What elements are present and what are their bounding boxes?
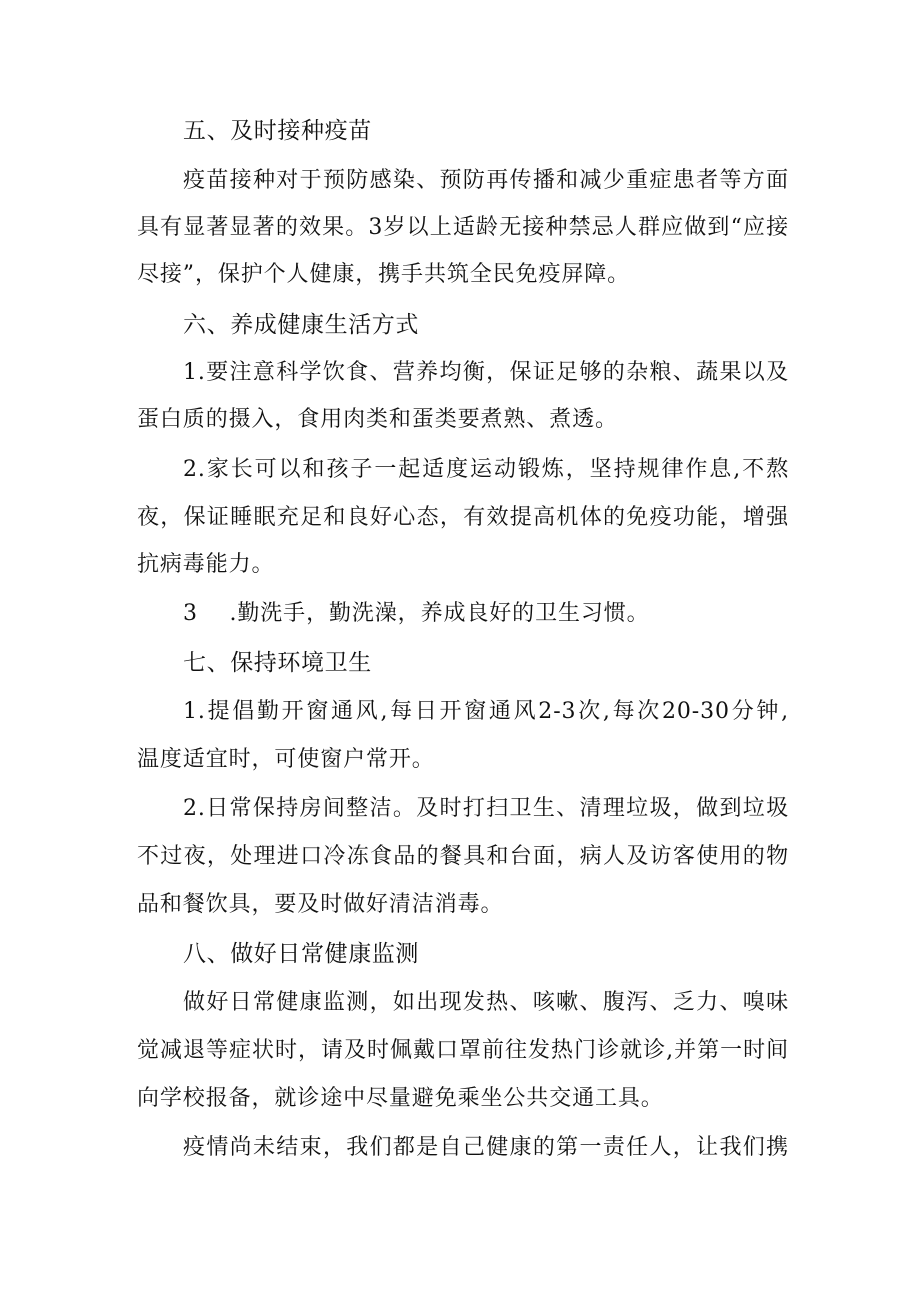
paragraph-line: 疫情尚未结束，我们都是自己健康的第一责任人，让我们携 [183,1135,789,1160]
paragraph-line: 不过夜，处理进口冷冻食品的餐具和台面，病人及访客使用的物 [137,844,789,869]
paragraph-line: 2.日常保持房间整洁。及时打扫卫生、清理垃圾，做到垃圾 [183,796,789,821]
paragraph-line: 温度适宜时，可使窗户常开。 [137,747,435,772]
paragraph-line: 疫苗接种对于预防感染、预防再传播和减少重症患者等方面 [183,168,789,193]
paragraph-line: 具有显著显著的效果。3岁以上适龄无接种禁忌人群应做到“应接 [137,215,789,240]
paragraph-line: 觉减退等症状时，请及时佩戴口罩前往发热门诊就诊,并第一时间 [137,1038,789,1063]
section-heading-healthy-lifestyle: 六、养成健康生活方式 [183,312,419,338]
paragraph-line: 蛋白质的摄入，食用肉类和蛋类要煮熟、煮透。 [137,407,618,432]
paragraph-line: 抗病毒能力。 [137,552,275,577]
paragraph-line: 品和餐饮具，要及时做好清洁消毒。 [137,892,504,917]
paragraph-line: 2.家长可以和孩子一起适度运动锻炼，坚持规律作息,不熬 [183,457,789,482]
paragraph-line: 向学校报备，就诊途中尽量避免乘坐公共交通工具。 [137,1086,664,1111]
section-heading-vaccination: 五、及时接种疫苗 [183,118,372,144]
paragraph-line: 1.提倡勤开窗通风,每日开窗通风2-3次,每次20-30分钟, [183,699,789,724]
paragraph-line: 3 .勤洗手，勤洗澡，养成良好的卫生习惯。 [183,601,650,626]
section-heading-health-monitoring: 八、做好日常健康监测 [183,941,419,967]
section-heading-environment-hygiene: 七、保持环境卫生 [183,650,372,676]
paragraph-line: 尽接”，保护个人健康，携手共筑全民免疫屏障。 [137,262,631,287]
paragraph-line: 夜，保证睡眠充足和良好心态，有效提高机体的免疫功能，增强 [137,505,789,530]
paragraph-line: 1.要注意科学饮食、营养均衡，保证足够的杂粮、蔬果以及 [183,360,789,385]
paragraph-line: 做好日常健康监测，如出现发热、咳嗽、腹泻、乏力、嗅味 [183,990,789,1015]
